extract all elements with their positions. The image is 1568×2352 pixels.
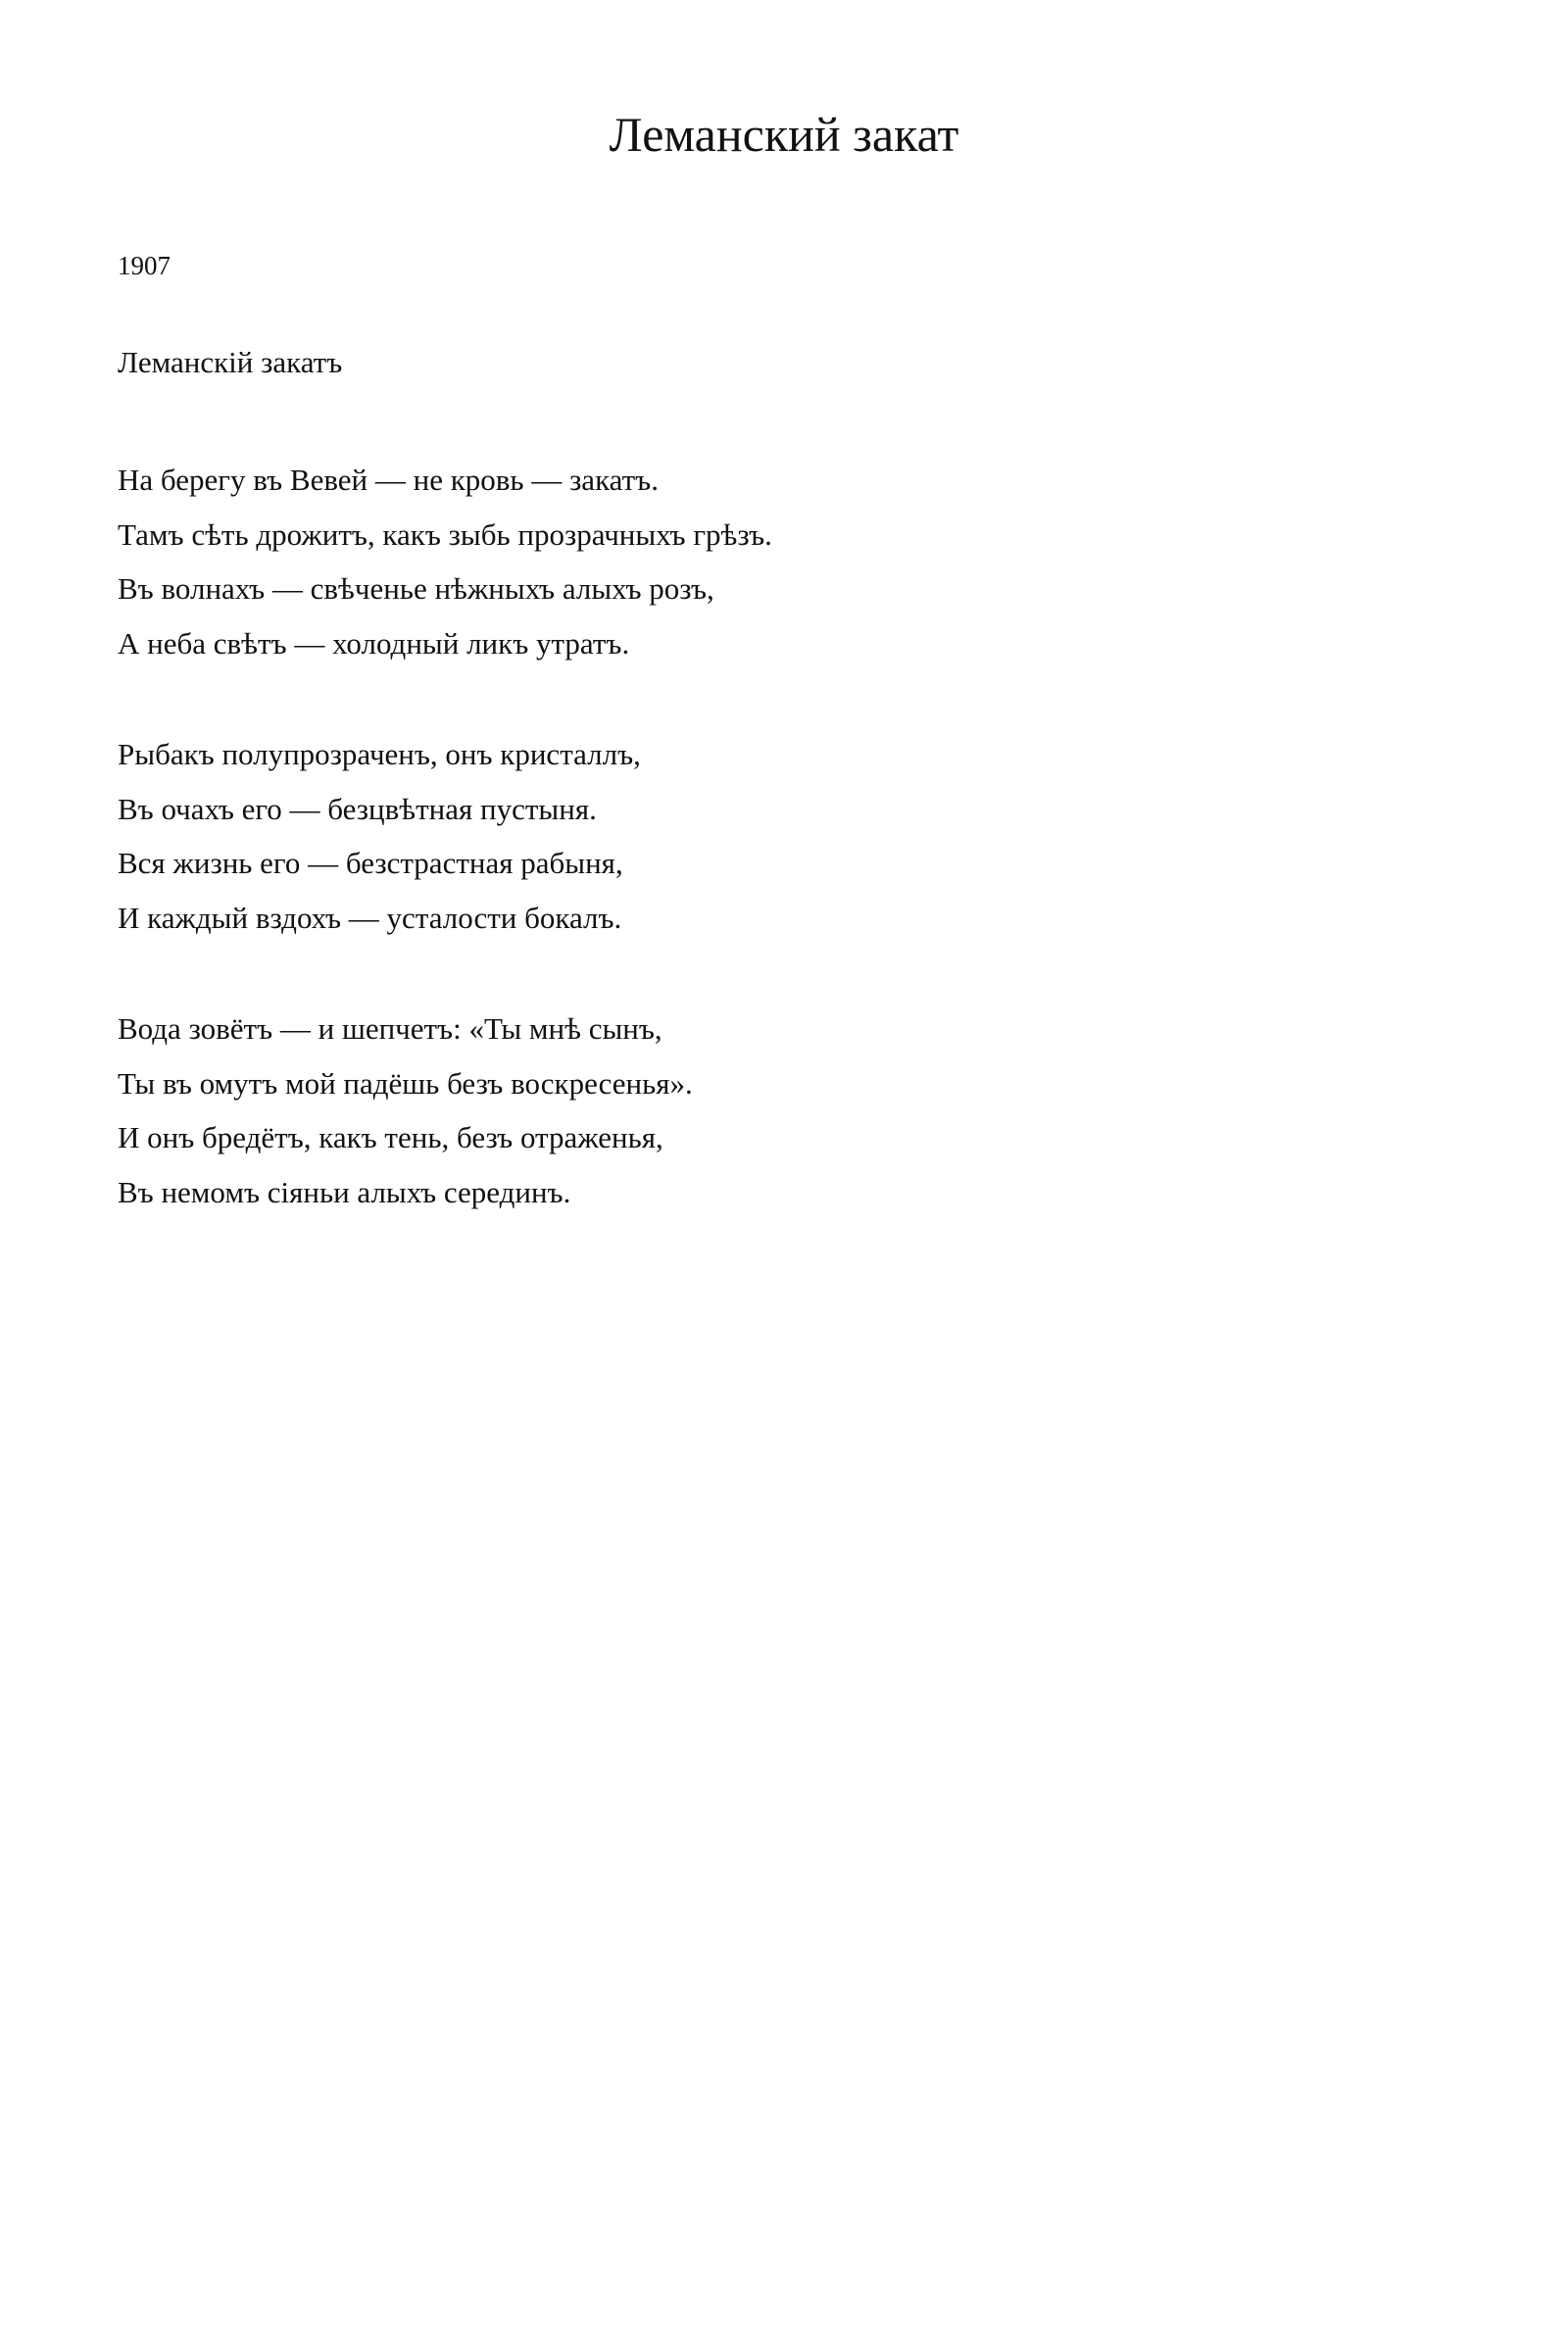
page-title: Леманский закат xyxy=(609,107,959,162)
poem-line: Въ немомъ сіяньи алыхъ серединъ. xyxy=(118,1174,571,1209)
poem-line: Тамъ сѣть дрожитъ, какъ зыбь прозрачныхъ грѣзъ. xyxy=(118,516,772,552)
poem-line: Рыбакъ полупрозраченъ, онъ кристаллъ, xyxy=(118,737,641,771)
stanza-2 xyxy=(118,727,1392,945)
poem-line: Вода зовётъ — и шепчетъ: «Ты мнѣ сынъ, xyxy=(118,1011,662,1046)
poem-year: 1907 xyxy=(118,251,171,280)
stanza-3 xyxy=(118,1002,1392,1219)
poem-line: И каждый вздохъ — усталости бокалъ. xyxy=(118,900,622,935)
poem-line: И онъ бредётъ, какъ тень, безъ отраженья, xyxy=(118,1120,663,1154)
stanza-1 xyxy=(118,453,1392,670)
poem-line: Въ очахъ его — безцвѣтная пустыня. xyxy=(118,791,597,826)
poem-line: А неба свѣтъ — холодный ликъ утратъ. xyxy=(118,625,630,661)
poem-title: Леманскій закатъ xyxy=(118,345,343,379)
poem-body xyxy=(118,453,1392,1276)
poem-line: На берегу въ Вевей — не кровь — закатъ. xyxy=(118,463,659,497)
poem-line: Вся жизнь его — безстрастная рабыня, xyxy=(118,846,623,880)
poem-line: Въ волнахъ — свѣченье нѣжныхъ алыхъ розъ, xyxy=(118,571,714,606)
poem-line: Ты въ омутъ мой падёшь безъ воскресенья». xyxy=(118,1065,693,1101)
